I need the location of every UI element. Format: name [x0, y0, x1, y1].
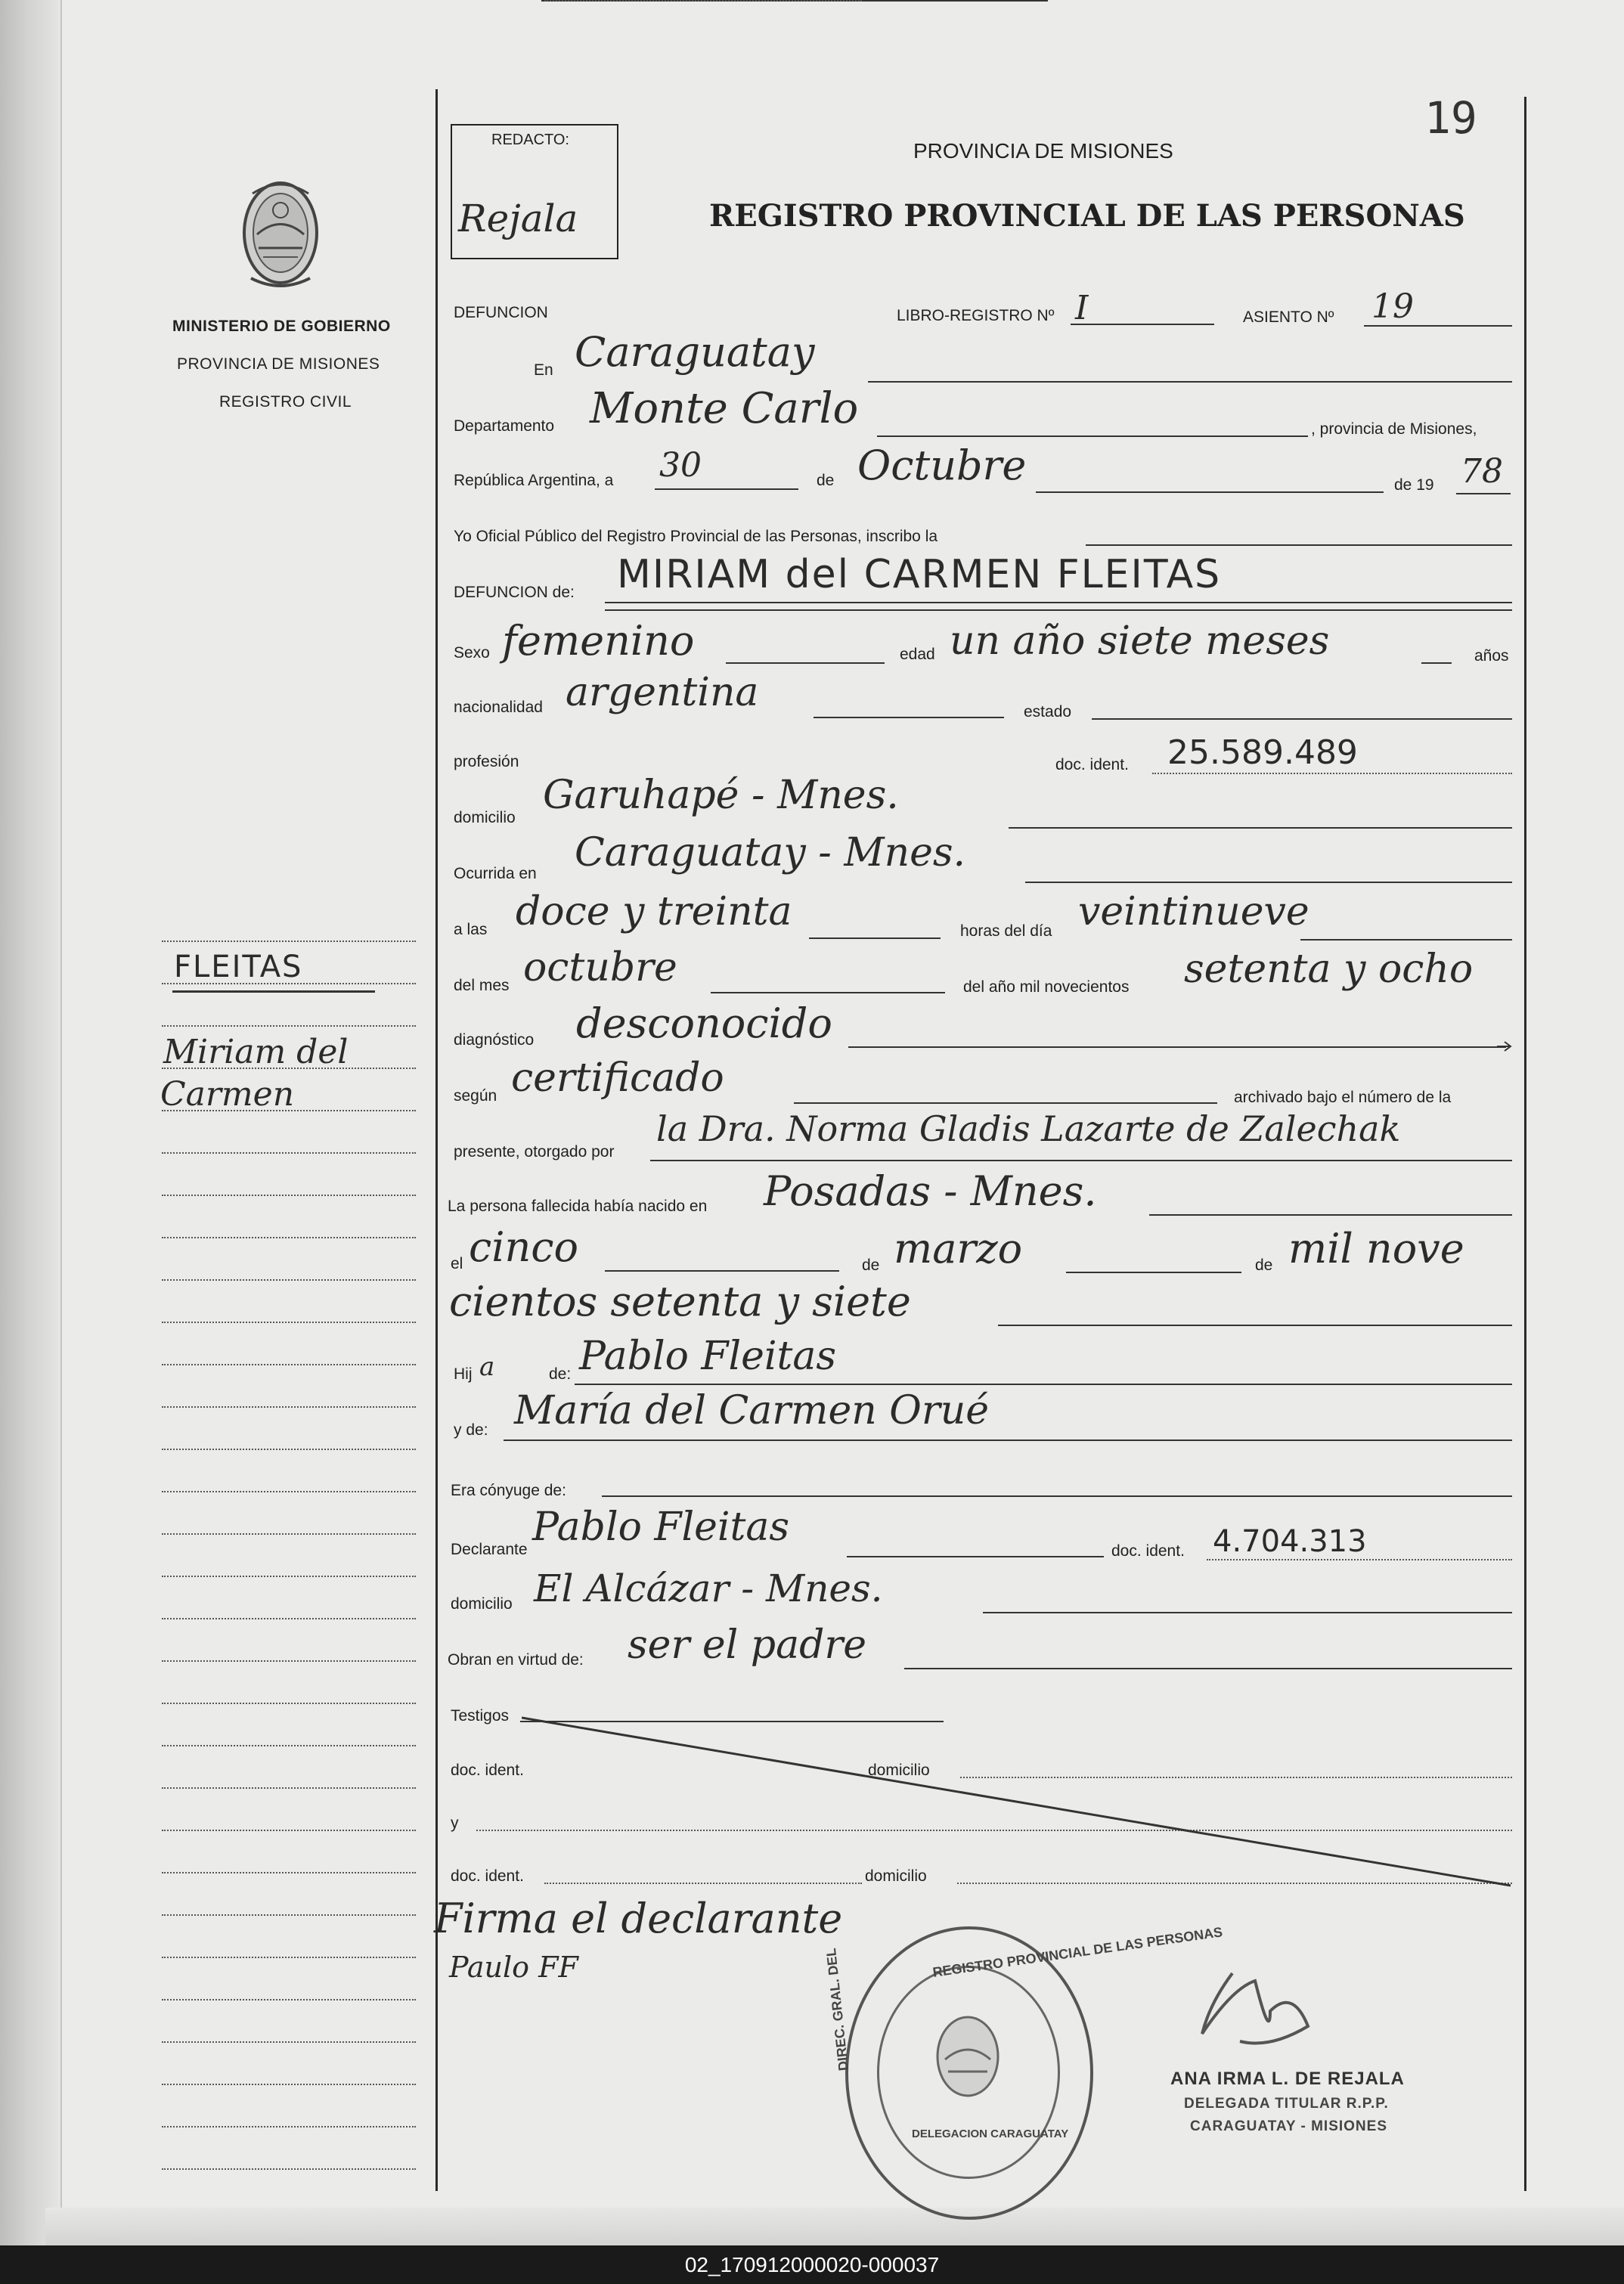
margin-dotted-line: [162, 1703, 416, 1704]
oficial-text: Yo Oficial Público del Registro Provincial de las Personas, inscribo la: [454, 528, 938, 545]
departamento-underline: [877, 435, 1308, 437]
domicilio-label: domicilio: [454, 809, 516, 826]
segun-label: según: [454, 1087, 497, 1105]
hijo-de-value: Pablo Fleitas: [579, 1334, 837, 1379]
y-label: y: [451, 1814, 459, 1832]
year-prefix: de 19: [1394, 476, 1434, 494]
hijo-label: Hij: [454, 1365, 473, 1383]
testigo1-doc-dots: [544, 0, 862, 2]
redacto-value: Rejala: [458, 197, 578, 240]
diagnostico-value: desconocido: [576, 999, 832, 1047]
conyuge-label: Era cónyuge de:: [451, 1482, 566, 1499]
diagnostico-label: diagnóstico: [454, 1031, 535, 1049]
signatory-role: DELEGADA TITULAR R.P.P.: [1184, 2096, 1389, 2112]
domicilio2-value: El Alcázar - Mnes.: [534, 1567, 883, 1610]
el-label: el: [451, 1255, 463, 1272]
republica-label: República Argentina, a: [454, 472, 614, 489]
nacido-label: La persona fallecida había nacido en: [448, 1198, 708, 1215]
page-number: 19: [1424, 92, 1477, 144]
a-las-value: doce y treinta: [516, 889, 792, 934]
archivado-label: archivado bajo el número de la: [1234, 1089, 1452, 1106]
declarante-value: Pablo Fleitas: [532, 1505, 790, 1550]
margin-dotted-line: [162, 1618, 416, 1619]
defuncion-de-value: MIRIAM del CARMEN FLEITAS: [617, 552, 1222, 597]
nacionalidad-underline: [814, 717, 1004, 718]
en-underline: [868, 381, 1512, 383]
del-mes-underline: [711, 992, 945, 993]
sexo-label: Sexo: [454, 644, 490, 662]
de-label2: de: [862, 1257, 880, 1274]
a-las-label: a las: [454, 921, 488, 938]
arrow-right-icon: [1497, 1040, 1512, 1052]
hijo-de-underline: [575, 1384, 1512, 1385]
libro-underline: [1071, 324, 1214, 325]
obran-underline: [904, 1668, 1512, 1669]
de-underline2: [1066, 1272, 1241, 1273]
de-value2: marzo: [894, 1225, 1023, 1272]
margin-dotted-line: [162, 1914, 416, 1916]
testigo2-dom-label: domicilio: [865, 1867, 927, 1885]
margin-dotted-line: [162, 1491, 416, 1492]
el-value: cinco: [469, 1223, 579, 1271]
departamento-label: Departamento: [454, 417, 555, 435]
horas-label: horas del día: [960, 922, 1052, 940]
header-registry: REGISTRO PROVINCIAL DE LAS PERSONAS: [709, 198, 1465, 234]
hijo-suffix: a: [479, 1352, 495, 1382]
ministry-title: MINISTERIO DE GOBIERNO: [172, 318, 391, 335]
testigos-label: Testigos: [451, 1707, 510, 1725]
de-value3: mil nove: [1288, 1225, 1464, 1272]
profesion-label: profesión: [454, 753, 519, 770]
year-underline: [1456, 493, 1511, 494]
margin-dotted-line: [162, 1110, 416, 1111]
conyuge-underline: [602, 1495, 1512, 1497]
a-las-underline: [809, 937, 941, 939]
margin-dotted-line: [162, 1237, 416, 1238]
margin-dotted-line: [162, 983, 416, 984]
hijo-de-label: de:: [549, 1365, 572, 1383]
presente-label: presente, otorgado por: [454, 1143, 615, 1161]
page-bottom-edge: [45, 2208, 1624, 2245]
margin-dotted-line: [162, 1999, 416, 2000]
provincial-coat-of-arms-icon: [236, 172, 325, 293]
cientos-underline: [998, 1325, 1512, 1326]
diagonal-strike-line: [522, 1710, 1520, 1892]
del-mes-label: del mes: [454, 977, 510, 994]
edad-label: edad: [900, 646, 935, 663]
form-left-border: [435, 89, 438, 2191]
doc-ident-label: doc. ident.: [1055, 756, 1129, 773]
segun-value: certificado: [511, 1055, 724, 1101]
margin-dotted-line: [162, 1872, 416, 1873]
anio-mil-label: del año mil novecientos: [963, 978, 1130, 996]
declarante-doc-value: 4.704.313: [1213, 1524, 1367, 1559]
obran-label: Obran en virtud de:: [448, 1651, 584, 1669]
declarante-label: Declarante: [451, 1541, 528, 1558]
margin-dotted-line: [162, 2168, 416, 2170]
asiento-underline: [1364, 325, 1512, 327]
margin-dotted-line: [162, 1322, 416, 1323]
defuncion-de-underline: [605, 602, 1512, 603]
margin-dotted-line: [162, 1279, 416, 1281]
stamp-inner-text: DELEGACION CARAGUATAY: [912, 2127, 1069, 2140]
testigo2-doc-label: doc. ident.: [451, 1867, 524, 1885]
departamento-value: Monte Carlo: [590, 384, 859, 433]
margin-dotted-line: [162, 1025, 416, 1027]
stamp-outer-text: REGISTRO PROVINCIAL DE LAS PERSONAS: [931, 1924, 1224, 1980]
nacionalidad-value: argentina: [566, 670, 759, 715]
month-underline: [1036, 491, 1384, 493]
horas-underline: [1300, 939, 1512, 941]
estado-underline: [1092, 718, 1512, 720]
libro-value: I: [1075, 289, 1089, 327]
ministry-registry: REGISTRO CIVIL: [219, 393, 352, 411]
signature-scribble: [1179, 1958, 1346, 2064]
stamp-left-text: DIREC. GRAL. DEL: [823, 1947, 851, 2072]
margin-dotted-line: [162, 1957, 416, 1958]
margin-dotted-line: [162, 1195, 416, 1196]
spine-line: [60, 0, 62, 2245]
type-label: DEFUNCION: [454, 304, 548, 321]
anio-mil-value: setenta y ocho: [1184, 947, 1474, 992]
doc-ident-dots: [1152, 773, 1512, 774]
margin-dotted-line: [162, 1364, 416, 1365]
declarante-doc-label: doc. ident.: [1111, 1542, 1185, 1560]
segun-underline: [794, 1102, 1217, 1104]
day-value: 30: [659, 446, 702, 485]
edad-value: un año siete meses: [950, 618, 1330, 664]
margin-dotted-line: [162, 1576, 416, 1577]
margin-dotted-line: [162, 1152, 416, 1154]
de-label3: de: [1255, 1257, 1273, 1274]
declarante-doc-dots: [1207, 1559, 1512, 1560]
defuncion-de-label: DEFUNCION de:: [454, 584, 575, 601]
domicilio2-underline: [983, 1612, 1512, 1613]
margin-dotted-line: [162, 1830, 416, 1831]
ocurrida-label: Ocurrida en: [454, 865, 537, 882]
y-de-value: María del Carmen Orué: [514, 1388, 989, 1433]
margin-surname: FLEITAS: [174, 950, 303, 984]
book-binding: [0, 0, 60, 2245]
cientos-value: cientos setenta y siete: [449, 1278, 911, 1325]
de-label: de: [817, 472, 835, 489]
signatory-name: ANA IRMA L. DE REJALA: [1170, 2069, 1405, 2089]
edad-underline: [1421, 662, 1452, 664]
margin-given-line1: Miriam del: [163, 1033, 349, 1071]
scan-footer-id: 02_170912000020-000037: [0, 2245, 1624, 2284]
margin-dotted-line: [162, 1787, 416, 1789]
margin-surname-underline: [172, 990, 375, 993]
month-value: Octubre: [857, 442, 1027, 489]
nacido-underline: [1149, 1214, 1512, 1216]
ocurrida-value: Caraguatay - Mnes.: [575, 830, 966, 875]
margin-dotted-line: [162, 1660, 416, 1662]
header-province: PROVINCIA DE MISIONES: [913, 139, 1173, 163]
sexo-underline: [726, 662, 885, 664]
margin-dotted-line: [162, 1533, 416, 1535]
margin-dotted-line: [162, 941, 416, 942]
margin-dotted-line: [162, 1745, 416, 1746]
del-mes-value: octubre: [523, 945, 677, 990]
asiento-value: 19: [1371, 287, 1414, 326]
margin-dotted-line: [162, 1068, 416, 1069]
en-label: En: [534, 361, 553, 379]
margin-dotted-line: [162, 1449, 416, 1450]
margin-dotted-line: [162, 1406, 416, 1408]
stamp-emblem-icon: [930, 2011, 1006, 2102]
asiento-label: ASIENTO Nº: [1243, 308, 1334, 326]
signatory-place: CARAGUATAY - MISIONES: [1190, 2118, 1387, 2134]
obran-value: ser el padre: [628, 1622, 866, 1668]
en-value: Caraguatay: [575, 328, 815, 376]
y-de-underline: [504, 1440, 1512, 1441]
estado-label: estado: [1024, 703, 1072, 721]
presente-underline: [650, 1160, 1512, 1161]
firma-text: Firma el declarante: [434, 1895, 843, 1942]
testigo1-dom-label: domicilio: [868, 1762, 930, 1779]
nacionalidad-label: nacionalidad: [454, 699, 543, 716]
y-de-label: y de:: [454, 1421, 488, 1439]
margin-dotted-line: [162, 2126, 416, 2127]
nacido-value: Posadas - Mnes.: [764, 1167, 1097, 1215]
diagnostico-underline: [848, 1046, 1506, 1048]
horas-value: veintinueve: [1078, 889, 1309, 934]
provincia-suffix: , provincia de Misiones,: [1311, 420, 1477, 438]
year-value: 78: [1461, 452, 1503, 491]
testigo1-doc-label: doc. ident.: [451, 1762, 524, 1779]
margin-given-line2: Carmen: [160, 1075, 295, 1114]
domicilio2-label: domicilio: [451, 1595, 513, 1613]
ocurrida-underline: [1025, 882, 1512, 883]
domicilio-underline: [1009, 827, 1512, 829]
redacto-label: REDACTO:: [491, 132, 569, 148]
sexo-value: femenino: [502, 617, 695, 665]
oficial-underline: [1086, 544, 1512, 546]
form-right-border: [1524, 97, 1526, 2191]
day-underline: [655, 488, 798, 490]
el-underline: [605, 1270, 839, 1272]
anos-label: años: [1474, 647, 1509, 665]
margin-dotted-line: [162, 2041, 416, 2043]
ministry-province: PROVINCIA DE MISIONES: [177, 355, 380, 373]
firma-signature: Paulo FF: [449, 1951, 578, 1984]
presente-value: la Dra. Norma Gladis Lazarte de Zalechak: [656, 1108, 1401, 1149]
margin-dotted-line: [162, 2084, 416, 2085]
defuncion-de-underline2: [605, 609, 1512, 611]
doc-ident-value: 25.589.489: [1167, 733, 1358, 772]
domicilio-value: Garuhapé - Mnes.: [543, 773, 899, 818]
libro-label: LIBRO-REGISTRO Nº: [897, 307, 1055, 324]
declarante-underline: [847, 1556, 1104, 1557]
